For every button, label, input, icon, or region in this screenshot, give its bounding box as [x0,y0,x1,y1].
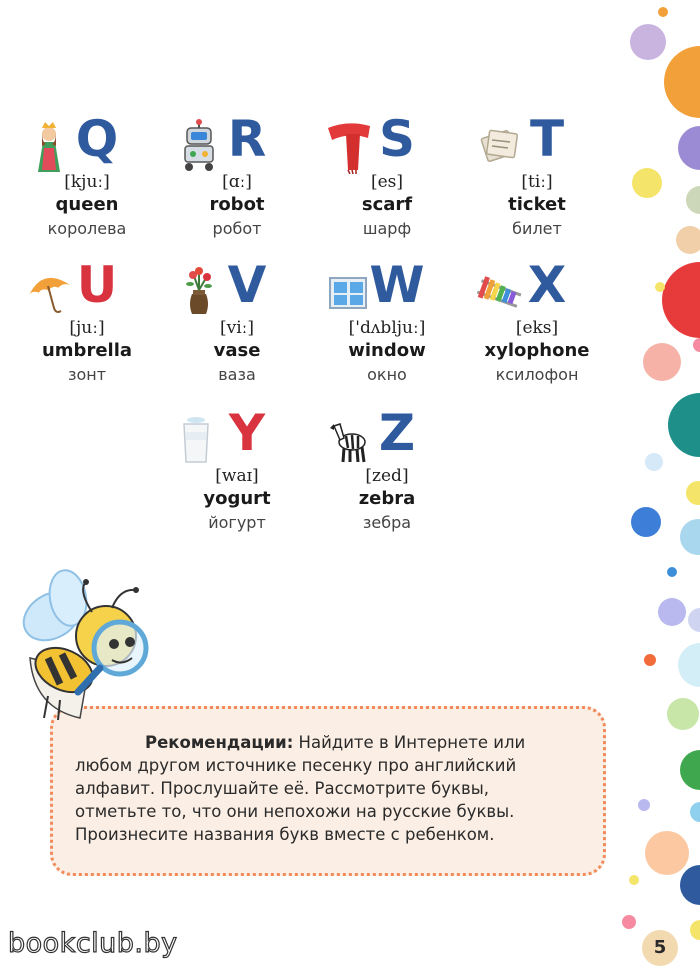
recommendation-title: Рекомендации: [145,733,294,752]
recommendation-body: Найдите в Интернете или любом другом источнике песенку про английский алфавит. Прослушайте её. Рассмотрите буквы, отметьте то, что они непохожи на русские буквы. Произнесите названия букв вместе с ребенком. [75,733,526,844]
russian-translation: шарф [362,219,412,238]
transcription: [tiː] [521,172,553,192]
page-number: 5 [642,930,678,966]
alphabet-entry-w [312,256,462,396]
transcription: [eks] [515,318,559,338]
alphabet-entry-x [462,256,612,396]
transcription: [viː] [219,318,255,338]
russian-translation: ксилофон [495,365,579,384]
letter-y: Y [228,404,266,462]
russian-translation: зонт [67,365,107,384]
alphabet-entry-u [12,256,162,396]
russian-translation: королева [47,219,127,238]
transcription: [ɑː] [222,172,252,192]
english-word: queen [55,194,119,215]
russian-translation: ваза [218,365,256,384]
letter-t: T [529,110,565,168]
english-word: robot [209,194,265,215]
letter-w: W [369,256,425,314]
letter-z: Z [378,404,416,462]
english-word: xylophone [484,340,590,361]
russian-translation: окно [367,365,407,384]
russian-translation: йогурт [208,513,266,532]
recommendation-text [75,731,575,846]
english-word: umbrella [41,340,133,361]
alphabet-entry-z [312,404,462,544]
english-word: window [348,340,426,361]
letter-v: V [227,256,267,314]
english-word: zebra [358,488,416,509]
english-word: yogurt [203,488,271,509]
russian-translation: зебра [362,513,412,532]
letter-q: Q [75,110,119,168]
watermark: bookclub.by [8,928,178,959]
english-word: scarf [361,194,413,215]
alphabet-entry-r [162,110,312,250]
transcription: [waɪ] [215,466,259,486]
transcription: [zed] [365,466,409,486]
letter-u: U [76,256,118,314]
alphabet-entry-q [12,110,162,250]
transcription: [kjuː] [64,172,110,192]
russian-translation: робот [212,219,262,238]
russian-translation: билет [512,219,562,238]
bee-magnifier-illustration [8,568,198,738]
alphabet-entry-t [462,110,612,250]
alphabet-entry-y [162,404,312,544]
transcription: [es] [370,172,404,192]
letter-r: R [227,110,267,168]
english-word: vase [213,340,261,361]
alphabet-entry-v [162,256,312,396]
alphabet-entry-s [312,110,462,250]
transcription: [juː] [69,318,105,338]
transcription: ['dʌbljuː] [348,318,426,338]
english-word: ticket [508,194,566,215]
letter-x: X [527,256,567,314]
letter-s: S [378,110,415,168]
